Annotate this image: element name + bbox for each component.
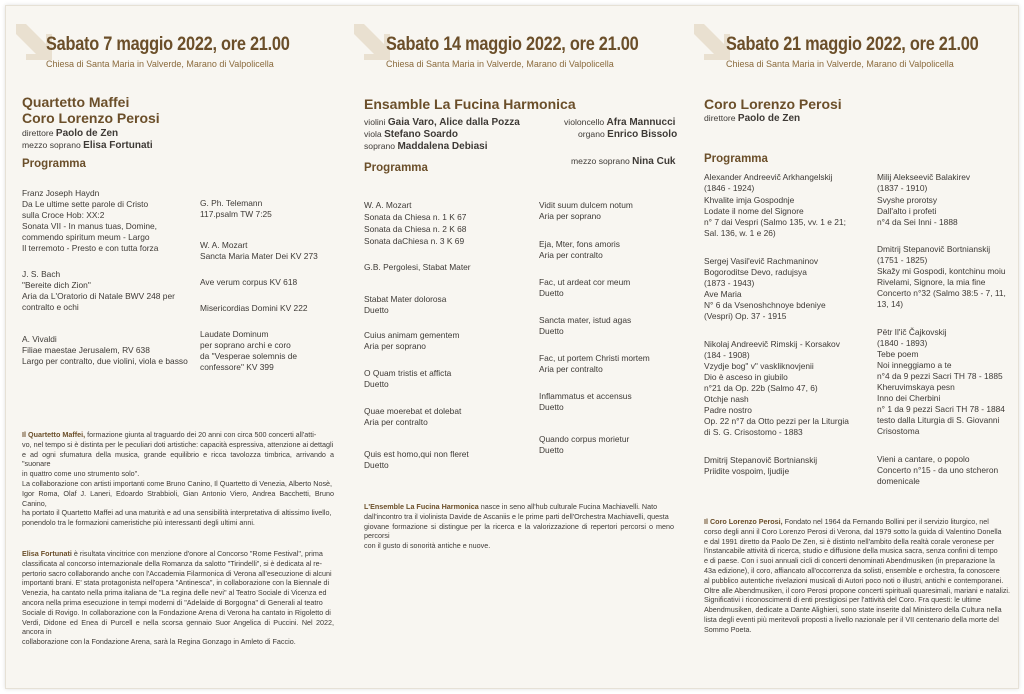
program-item: W. A. Mozart: [364, 200, 412, 210]
program-item: N° 6 da Vsenoshchnoye bdeniye: [704, 300, 826, 310]
program-item: Bogoroditse Devo, radujsya: [704, 267, 807, 277]
bio-lead: Il Quartetto Maffei,: [22, 430, 86, 439]
performer-name: Elisa Fortunati: [83, 140, 153, 151]
role-label: mezzo soprano: [571, 156, 630, 166]
viola-line: [364, 129, 458, 140]
program-item: Duetto: [539, 402, 564, 412]
ensemble-name: Coro Lorenzo Perosi: [704, 96, 842, 112]
program-item: Duetto: [364, 460, 389, 470]
program-item: n°4 da 9 pezzi Sacri TH 78 - 1885: [877, 371, 1003, 381]
program-item: Vzydje bog" v" vaskliknovjenii: [704, 361, 814, 371]
program-item: W. A. Mozart: [200, 240, 248, 250]
program-item: Da Le ultime sette parole di Cristo: [22, 199, 149, 209]
role-label: direttore: [704, 113, 736, 123]
program-item: Priidite vospoim, ljudije: [704, 466, 790, 476]
program-item: Vieni a cantare, o popolo: [877, 454, 970, 464]
program-item: Quae moerebat et dolebat: [364, 406, 462, 416]
bio-line: lista degli eventi più meritevoli proposti a livello nazionale per il VII centenario della morte del: [704, 614, 999, 624]
role-label: violini: [364, 117, 386, 127]
performer-name: Paolo de Zen: [737, 113, 801, 124]
bio-line: ancora nella prima esecuzione in tempi moderni di "Adelaide di Borgogna" di Generali al teatro: [22, 597, 323, 607]
bio-line: ponendolo tra le formazioni cameristiche più interessanti degli ultimi anni.: [22, 518, 255, 528]
bio-line: l'instancabile attività di ricerca, studio e diffusione della musica sacra, senza confini di tempo: [704, 546, 998, 556]
program-item: n° 7 dai Vespri (Salmo 135, vv. 1 e 21;: [704, 217, 846, 227]
performer-name: Maddalena Debiasi: [397, 141, 488, 152]
program-item: Misericordias Domini KV 222: [200, 303, 308, 313]
program-item: Duetto: [364, 305, 389, 315]
director-line: [22, 128, 118, 139]
bio-line: Oltre alle Abendmusiken, il coro Perosi propone concerti spirituali quaresimali, mariani e natalizi.: [704, 585, 1011, 595]
program-item: (1837 - 1910): [877, 183, 928, 193]
bio-line: Fondato nel 1964 da Fernando Bollini per il servizio liturgico, nel: [782, 517, 989, 526]
performer-name: Enrico Bissolo: [607, 129, 678, 140]
program-item: G. Ph. Telemann: [200, 198, 263, 208]
role-label: mezzo soprano: [22, 140, 81, 150]
program-item: A. Vivaldi: [22, 334, 57, 344]
program-item: "Bereite dich Zion": [22, 280, 91, 290]
bio-line: in quattro come uno strumento solo".: [22, 469, 140, 479]
program-item: confessore" KV 399: [200, 362, 274, 372]
concert-program-sheet: [5, 5, 1019, 689]
program-item: Op. 22 n°7 da Otto pezzi per la Liturgia: [704, 416, 849, 426]
program-item: Sonata da Chiesa n. 1 K 67: [364, 212, 467, 222]
ensemble-bio: [704, 517, 1010, 635]
program-item: Fac, ut ardeat cor meum: [539, 277, 631, 287]
program-item: Padre nostro: [704, 405, 752, 415]
program-item: (1873 - 1943): [704, 278, 755, 288]
program-item: n° 1 da 9 pezzi Sacri TH 78 - 1884: [877, 404, 1005, 414]
program-item: Tebe poem: [877, 349, 919, 359]
bio-line: e ad ogni sfumatura della musica, grande equilibrio e ricca tavolozza timbrica, arrivando a "suonare: [22, 449, 334, 469]
bio-line: Significativi i riconoscimenti di enti prestigiosi per l'attività del Coro. Fra questi: le ultime: [704, 595, 982, 605]
program-item: Dmitrij Stepanovič Bortnianskij: [877, 244, 991, 254]
programma-heading: Programma: [22, 158, 86, 170]
program-item: Nikolaj Andreevič Rimskij - Korsakov: [704, 339, 840, 349]
program-item: Ave Maria: [704, 289, 742, 299]
bio-line: classificata al concorso internazionale della Romanza da salotto "Tirindelli", si è dedicata al re-: [22, 558, 323, 568]
program-item: Largo per contralto, due violini, viola e basso: [22, 356, 188, 366]
program-item: Svyshe prorotsy: [877, 195, 938, 205]
program-item: Dmitrij Stepanovič Bortnianskij: [704, 455, 818, 465]
venue: Chiesa di Santa Maria in Valverde, Marano di Valpolicella: [726, 59, 954, 69]
ensemble-name: Ensamble La Fucina Harmonica: [364, 96, 576, 112]
program-item: Cuius animam gementem: [364, 330, 460, 340]
program-item: Sancta mater, istud agas: [539, 315, 632, 325]
soprano-line: [364, 141, 487, 152]
program-item: da "Vesperae solemnis de: [200, 351, 298, 361]
program-item: testo dalla Liturgia di S. Giovanni: [877, 415, 1000, 425]
program-item: Dio è asceso in giubilo: [704, 372, 788, 382]
bio-line: corso degli anni il Coro Lorenzo Perosi di Verona, dal 1979 sotto la guida di Valentino Donella: [704, 526, 1002, 536]
program-item: Noi inneggiamo a te: [877, 360, 952, 370]
program-item: Aria per contralto: [539, 250, 603, 260]
program-item: Quando corpus morietur: [539, 434, 630, 444]
program-item: Alexander Andreevič Arkhangelskij: [704, 172, 833, 182]
program-item: Khvalite imja Gospodnje: [704, 195, 795, 205]
program-item: Franz Joseph Haydn: [22, 188, 100, 198]
bio-line: Venezia, ha cantato nella prima italiana de "La regina delle nevi" al Teatro Sociale di Vicenza ed: [22, 588, 327, 598]
program-item: Inflammatus et accensus: [539, 391, 632, 401]
performer-name: Gaia Varo, Alice dalla Pozza: [387, 117, 520, 128]
program-item: G.B. Pergolesi, Stabat Mater: [364, 262, 471, 272]
programma-heading: Programma: [364, 162, 428, 174]
program-item: (Vespri) Op. 37 - 1915: [704, 311, 787, 321]
bio-line: ha portato il Quartetto Maffei ad una maturità e ad una sensibilità interpretativa di altissimo livello,: [22, 508, 332, 518]
program-item: n°21 da Op. 22b (Salmo 47, 6): [704, 383, 818, 393]
program-item: Sal. 136, w. 1 e 26): [704, 228, 776, 238]
program-item: Aria da L'Oratorio di Natale BWV 248 per: [22, 291, 175, 301]
bio-line: importanti brani. E' stata protagonista nell'opera "Antinesca", in collaborazione con la Biennale di: [22, 578, 330, 588]
bio-line: pertorio sacro collaborando anche con l'Accademia Filarmonica di Verona all'esecuzione di alcuni: [22, 568, 332, 578]
venue: Chiesa di Santa Maria in Valverde, Marano di Valpolicella: [386, 59, 614, 69]
bio-line: giovane formazione si distingue per la ricerca e la valorizzazione di repertori percorsi o meno percorsi: [364, 521, 674, 541]
concert-date: Sabato 21 maggio 2022, ore 21.00: [726, 34, 979, 55]
program-item: n°4 da Sei Inni - 1888: [877, 217, 958, 227]
bio-line: con il gusto di sonorità antiche e nuove.: [364, 541, 491, 551]
bio-line: e di paese. Con i suoi annuali cicli di concerti denominati Abendmusiken (in preparazione la: [704, 556, 995, 566]
program-item: domenicale: [877, 476, 920, 486]
program-item: Eja, Mter, fons amoris: [539, 239, 620, 249]
program-item: Laudate Dominum: [200, 329, 269, 339]
program-item: Aria per contralto: [539, 364, 603, 374]
bio-line: collaborazione con la Fondazione Arena, sarà la Regina Gonzago in Amleto di Faccio.: [22, 637, 296, 647]
role-label: violoncello: [564, 117, 605, 127]
mezzo-line: [22, 140, 153, 151]
performer-name: Paolo de Zen: [55, 128, 119, 139]
program-item: Kheruvimskaya pesn: [877, 382, 955, 392]
concert-column-2: [346, 6, 681, 689]
ensemble-name-2: Coro Lorenzo Perosi: [22, 110, 160, 126]
program-item: 13, 14): [877, 299, 904, 309]
program-item: Dall'alto i profeti: [877, 206, 937, 216]
program-item: Ave verum corpus KV 618: [200, 277, 298, 287]
role-label: viola: [364, 129, 382, 139]
program-item: 117.psalm TW 7:25: [200, 209, 272, 219]
concert-column-3: [686, 6, 1019, 689]
program-item: Concerto n°32 (Salmo 38:5 - 7, 11,: [877, 288, 1006, 298]
bio-line: Igor Roma, Olaf J. Laneri, Edoardo Strabbioli, Gian Antonio Viero, Andrea Bacchetti, Bruno Canino,: [22, 488, 334, 508]
performer-name: Nina Cuk: [632, 156, 676, 167]
program-item: Otchje nash: [704, 394, 749, 404]
program-item: Sonata VII - In manus tuas, Domine,: [22, 221, 157, 231]
program-item: Skažy mi Gospodi, kontchinu moiu: [877, 266, 1006, 276]
bio-line: al pubblico autentiche rivelazioni musicali di Autori poco noti o illustri, antichi e contemporanei.: [704, 575, 1004, 585]
program-item: Aria per contralto: [364, 417, 428, 427]
program-item: Duetto: [539, 288, 564, 298]
bio-line: 43a edizione), il coro, affiancato all'occorrenza da solisti, ensemble e orchestra, fa conoscere: [704, 565, 1000, 575]
bio-line: dall'incontro tra il violinista Davide de Ascaniis e le prime parti dell'Orchestra Machiavelli, questa: [364, 511, 669, 521]
program-item: Lodate il nome del Signore: [704, 206, 804, 216]
program-item: Duetto: [364, 379, 389, 389]
arrow-decoration-icon: [350, 20, 390, 60]
ensemble-bio: [364, 502, 674, 551]
role-label: soprano: [364, 141, 396, 151]
program-item: Filiae maestae Jerusalem, RV 638: [22, 345, 150, 355]
program-item: Aria per soprano: [364, 341, 426, 351]
program-item: J. S. Bach: [22, 269, 61, 279]
program-item: Aria per soprano: [539, 211, 601, 221]
soloist-bio: [22, 549, 334, 647]
ensemble-name: Quartetto Maffei: [22, 94, 130, 110]
bio-line: Verdi, Didone ed Enea di Purcell e nella scorsa gennaio Suor Angelica di Puccini. Nel 2022, ancora in: [22, 617, 334, 637]
bio-lead: Elisa Fortunati: [22, 549, 72, 558]
program-item: (1751 - 1825): [877, 255, 928, 265]
program-item: (1846 - 1924): [704, 183, 755, 193]
bio-line: e dal 1991 diretto da Paolo De Zen, si è distinto nell'ambito della realtà corale veronese per: [704, 536, 995, 546]
program-item: Stabat Mater dolorosa: [364, 294, 447, 304]
program-item: Rivelami, Signore, la mia fine: [877, 277, 986, 287]
program-item: Sonata da Chiesa n. 2 K 68: [364, 224, 467, 234]
cello-line: [564, 117, 675, 128]
program-item: Duetto: [539, 445, 564, 455]
program-item: Sonata daChiesa n. 3 K 69: [364, 236, 465, 246]
bio-line: vo, nel tempo si è distinta per le peculiari doti artistiche: capacità espressiva, attenzione ai dettagli: [22, 439, 334, 449]
performer-name: Stefano Soardo: [384, 129, 458, 140]
program-item: Duetto: [539, 326, 564, 336]
bio-line: Sociale di Rovigo. In collaborazione con la Fondazione Arena di Verona ha cantato in Rigoletto di: [22, 607, 331, 617]
program-item: Crisostoma: [877, 426, 920, 436]
performer-name: Afra Mannucci: [606, 117, 676, 128]
program-item: Concerto n°15 - da uno stcheron: [877, 465, 999, 475]
program-item: Sancta Maria Mater Dei KV 273: [200, 251, 318, 261]
program-item: O Quam tristis et afficta: [364, 368, 452, 378]
bio-line: Sommo Poeta.: [704, 624, 752, 634]
program-item: sulla Croce Hob: XX:2: [22, 210, 105, 220]
program-item: Il terremoto - Presto e con tutta forza: [22, 243, 159, 253]
program-item: commendo spiritum meum - Largo: [22, 232, 150, 242]
arrow-decoration-icon: [690, 20, 730, 60]
bio-line: La collaborazione con artisti importanti come Bruno Canino, Il Quartetto di Venezia, Alberto Nosè,: [22, 478, 333, 488]
bio-line: nasce in seno all'hub culturale Fucina Machiavelli. Nato: [478, 502, 658, 511]
program-item: Vidit suum dulcem notum: [539, 200, 633, 210]
role-label: organo: [578, 129, 605, 139]
program-item: (1840 - 1893): [877, 338, 928, 348]
bio-lead: Il Coro Lorenzo Perosi,: [704, 517, 783, 526]
program-item: contralto e ochi: [22, 302, 79, 312]
director-line: [704, 113, 800, 124]
organ-line: [578, 129, 677, 140]
bio-line: è risultata vincitrice con menzione d'onore al Concorso "Rome Festival", prima: [71, 549, 323, 558]
bio-line: formazione giunta al traguardo dei 20 anni con circa 500 concerti all'atti-: [85, 430, 317, 439]
mezzo-line: [571, 156, 676, 167]
role-label: direttore: [22, 128, 54, 138]
program-item: Milij Alekseevič Balakirev: [877, 172, 971, 182]
programma-heading: Programma: [704, 153, 768, 165]
program-item: di S. G. Crisostomo - 1883: [704, 427, 803, 437]
venue: Chiesa di Santa Maria in Valverde, Marano di Valpolicella: [46, 59, 274, 69]
concert-column-1: [6, 6, 341, 689]
program-item: per soprano archi e coro: [200, 340, 291, 350]
concert-date: Sabato 7 maggio 2022, ore 21.00: [46, 34, 290, 55]
program-item: Sergej Vasil'evič Rachmaninov: [704, 256, 819, 266]
program-item: Quis est homo,qui non fleret: [364, 449, 469, 459]
violins-line: [364, 117, 520, 128]
program-item: Pëtr Il'ič Čajkovskij: [877, 327, 947, 337]
bio-lead: L'Ensemble La Fucina Harmonica: [364, 502, 479, 511]
ensemble-bio: [22, 430, 334, 528]
program-item: (184 - 1908): [704, 350, 750, 360]
bio-line: Abendmusiken, dedicate a Dante Alighieri, sono state inserite dal Ministero della Cultura nella: [704, 605, 1002, 615]
program-item: Inno dei Cherbini: [877, 393, 941, 403]
concert-date: Sabato 14 maggio 2022, ore 21.00: [386, 34, 639, 55]
program-item: Fac, ut portem Christi mortem: [539, 353, 650, 363]
